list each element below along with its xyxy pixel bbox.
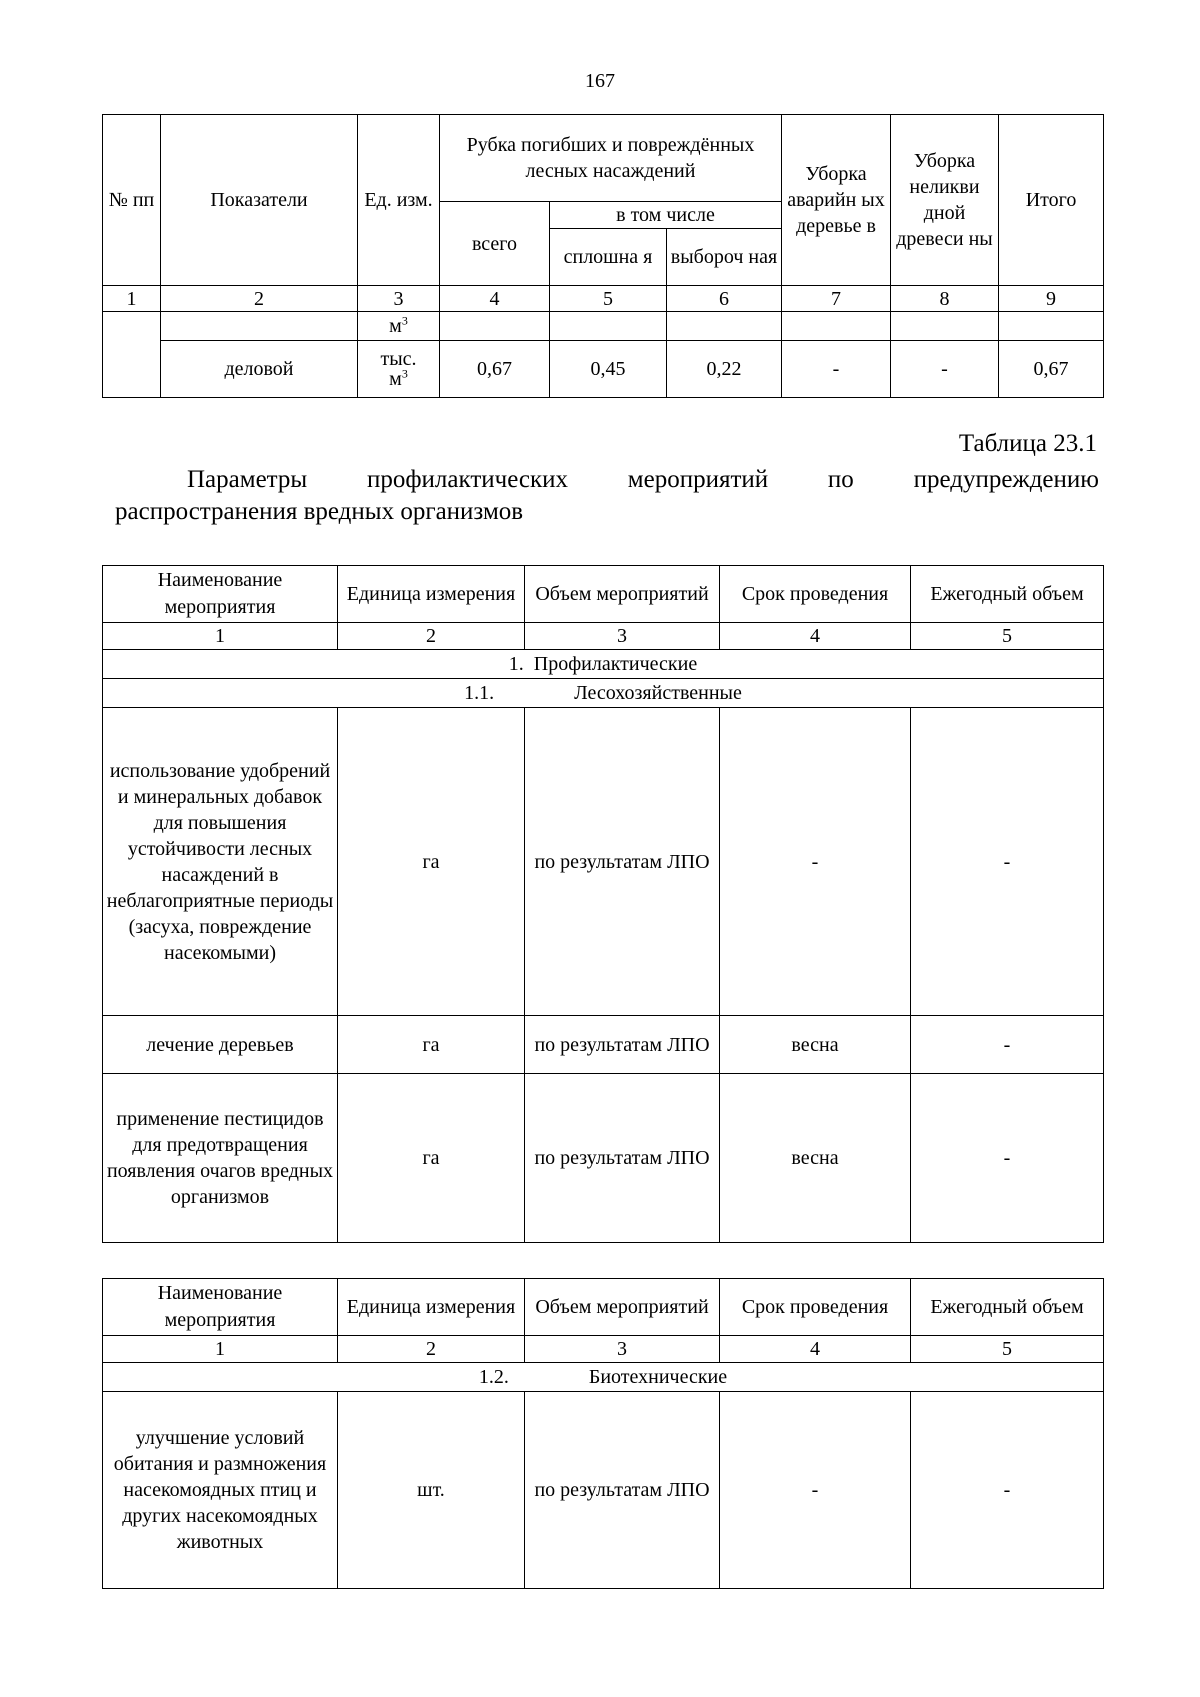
- header-selective-felling: выбороч ная: [667, 229, 782, 286]
- measure-name: использование удобрений и минеральных добавок для повышения устойчивости лесных насаждений в неблагоприятные периоды (засуха, повреждение насекомыми): [103, 708, 338, 1016]
- empty-cell: [161, 312, 358, 341]
- measure-annual: -: [911, 1074, 1104, 1243]
- col-number: 2: [338, 1336, 525, 1363]
- title-word: мероприятий: [627, 466, 769, 493]
- header-illiquid-cleanup: Уборка неликви дной древеси ны: [891, 115, 999, 286]
- header-total: Итого: [999, 115, 1104, 286]
- measure-unit: шт.: [338, 1392, 525, 1589]
- empty-cell: [550, 312, 667, 341]
- value-cell: 0,67: [440, 341, 550, 398]
- col-number: 2: [161, 286, 358, 312]
- measure-unit: га: [338, 1074, 525, 1243]
- row-name: деловой: [161, 341, 358, 398]
- value-cell: -: [782, 341, 891, 398]
- title-word: по: [827, 466, 854, 493]
- empty-cell: [999, 312, 1104, 341]
- header-term: Срок проведения: [720, 566, 911, 623]
- col-number: 5: [911, 623, 1104, 650]
- col-number: 8: [891, 286, 999, 312]
- measure-annual: -: [911, 708, 1104, 1016]
- section-row: 1.1. Лесохозяйственные: [103, 679, 1104, 708]
- value-cell: 0,45: [550, 341, 667, 398]
- measure-annual: -: [911, 1392, 1104, 1589]
- title-word: профилактических: [366, 466, 569, 493]
- header-felling: Рубка погибших и повреждённых лесных насаждений: [440, 115, 782, 202]
- col-number: 3: [525, 1336, 720, 1363]
- header-unit: Единица измерения: [338, 566, 525, 623]
- table-label: Таблица 23.1: [958, 430, 1097, 457]
- measure-name: улучшение условий обитания и размножения насекомоядных птиц и других насекомоядных животных: [103, 1392, 338, 1589]
- col-number: 4: [440, 286, 550, 312]
- measure-volume: по результатам ЛПО: [525, 1016, 720, 1074]
- value-cell: 0,67: [999, 341, 1104, 398]
- measure-volume: по результатам ЛПО: [525, 1392, 720, 1589]
- header-indicators: Показатели: [161, 115, 358, 286]
- header-including: в том числе: [550, 202, 782, 229]
- header-measure-name: Наименование мероприятия: [103, 1279, 338, 1336]
- header-unit: Ед. изм.: [358, 115, 440, 286]
- measure-name: лечение деревьев: [103, 1016, 338, 1074]
- preventive-measures-table: [102, 565, 1104, 1243]
- page-number: 167: [585, 70, 615, 92]
- col-number: 1: [103, 286, 161, 312]
- header-felling-total: всего: [440, 202, 550, 286]
- header-clear-felling: сплошна я: [550, 229, 667, 286]
- header-unit: Единица измерения: [338, 1279, 525, 1336]
- col-number: 4: [720, 1336, 911, 1363]
- table-title: [115, 464, 1099, 528]
- col-number: 3: [525, 623, 720, 650]
- col-number: 6: [667, 286, 782, 312]
- header-volume: Объем мероприятий: [525, 566, 720, 623]
- title-word: предупреждению: [913, 466, 1099, 493]
- measure-term: весна: [720, 1074, 911, 1243]
- title-word: Параметры: [187, 466, 308, 493]
- measure-annual: -: [911, 1016, 1104, 1074]
- measure-term: весна: [720, 1016, 911, 1074]
- col-number: 5: [550, 286, 667, 312]
- col-number: 1: [103, 623, 338, 650]
- biotechnical-measures-table: [102, 1278, 1104, 1589]
- unit-cell: $м^3$: [358, 312, 440, 341]
- header-annual: Ежегодный объем: [911, 566, 1104, 623]
- empty-cell: [782, 312, 891, 341]
- measure-volume: по результатам ЛПО: [525, 708, 720, 1016]
- header-volume: Объем мероприятий: [525, 1279, 720, 1336]
- section-row: 1. Профилактические: [103, 650, 1104, 679]
- measure-unit: га: [338, 708, 525, 1016]
- col-number: 4: [720, 623, 911, 650]
- empty-cell: [103, 312, 161, 398]
- col-number: 3: [358, 286, 440, 312]
- measure-term: -: [720, 708, 911, 1016]
- felling-volume-table: [102, 114, 1104, 398]
- value-cell: 0,22: [667, 341, 782, 398]
- header-measure-name: Наименование мероприятия: [103, 566, 338, 623]
- header-term: Срок проведения: [720, 1279, 911, 1336]
- measure-name: применение пестицидов для предотвращения появления очагов вредных организмов: [103, 1074, 338, 1243]
- section-row: 1.2. Биотехнические: [103, 1363, 1104, 1392]
- col-number: 9: [999, 286, 1104, 312]
- title-line: распространения вредных организмов: [115, 498, 524, 525]
- measure-unit: га: [338, 1016, 525, 1074]
- col-number: 5: [911, 1336, 1104, 1363]
- empty-cell: [891, 312, 999, 341]
- col-number: 1: [103, 1336, 338, 1363]
- header-num: № пп: [103, 115, 161, 286]
- measure-volume: по результатам ЛПО: [525, 1074, 720, 1243]
- empty-cell: [440, 312, 550, 341]
- empty-cell: [667, 312, 782, 341]
- col-number: 7: [782, 286, 891, 312]
- col-number: 2: [338, 623, 525, 650]
- measure-term: -: [720, 1392, 911, 1589]
- header-accident-cleanup: Уборка аварийн ых деревье в: [782, 115, 891, 286]
- unit-cell: тыс. $м^3$: [358, 341, 440, 398]
- value-cell: -: [891, 341, 999, 398]
- header-annual: Ежегодный объем: [911, 1279, 1104, 1336]
